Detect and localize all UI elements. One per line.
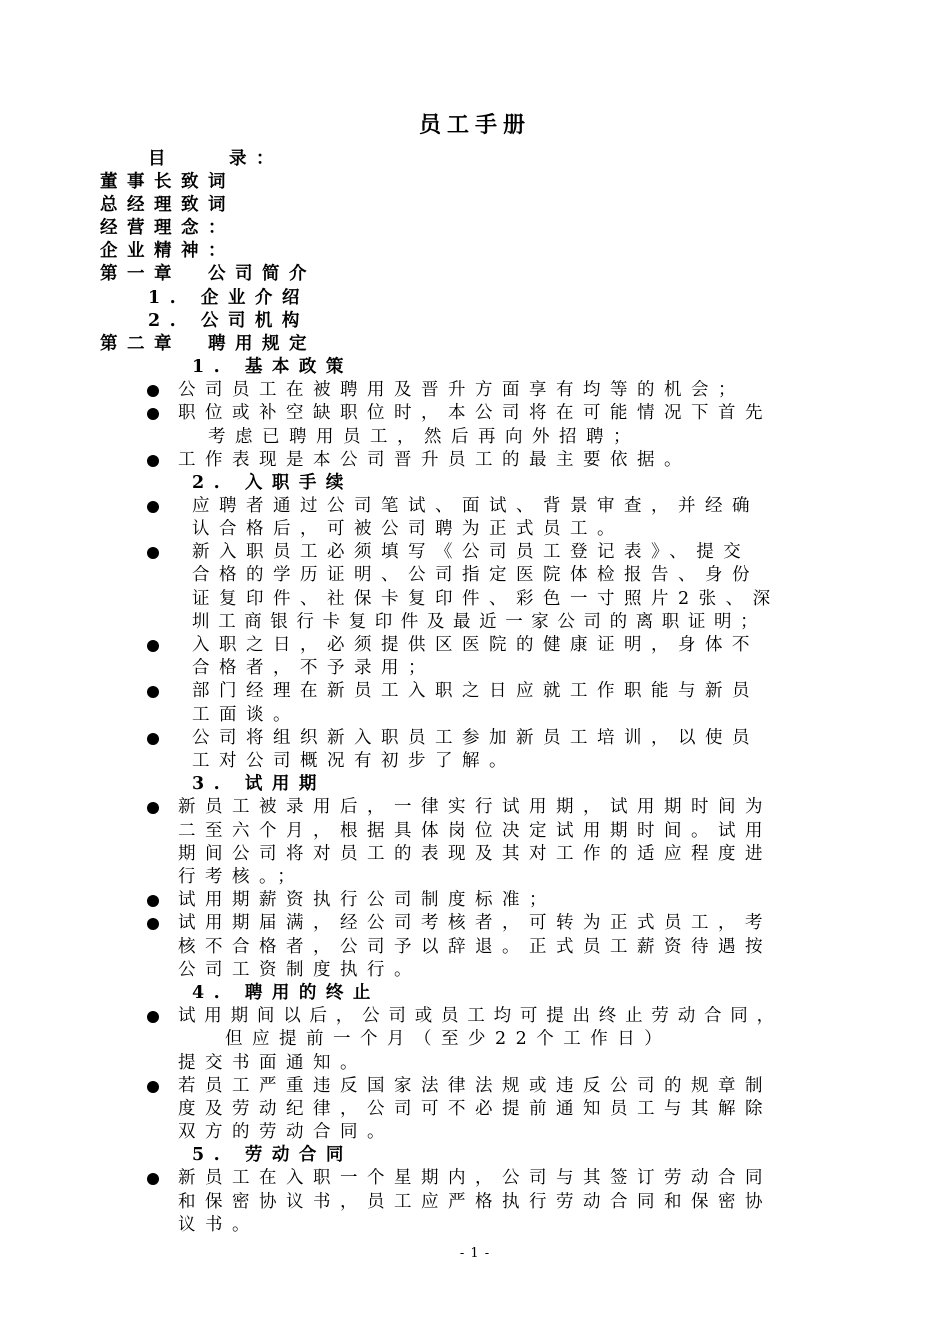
section-3-item-1-line-4: 行考核。； (178, 867, 305, 887)
toc-item-gm: 总经理致词 (100, 195, 235, 215)
section-1-heading: 1. 基本政策 (192, 357, 353, 377)
section-2-item-1-line-1: 应聘者通过公司笔试、面试、背景审查，并经确 (192, 496, 759, 516)
section-4-heading: 4. 聘用的终止 (192, 983, 380, 1003)
toc-item-philosophy: 经营理念： (100, 218, 235, 238)
bullet-icon (147, 455, 159, 467)
section-4-item-1-line-1: 试用期间以后，公司或员工均可提出终止劳动合同， (178, 1006, 783, 1026)
section-1-item-3-line-1: 工作表现是本公司晋升员工的最主要依据。 (178, 450, 691, 470)
bullet-icon (147, 640, 159, 652)
document-title: 员工手册 (418, 112, 531, 138)
section-4-item-2-line-3: 双方的劳动合同。 (178, 1122, 394, 1142)
section-4-item-1-line-2: 但应提前一个月（至少22个工作日） (225, 1029, 672, 1049)
section-2-item-2-line-4: 圳工商银行卡复印件及最近一家公司的离职证明； (192, 612, 767, 632)
bullet-icon (147, 1011, 159, 1023)
section-2-item-2-line-2: 合格的学历证明、公司指定医院体检报告、身份 (192, 565, 759, 585)
toc-item-spirit: 企业精神： (100, 241, 235, 261)
bullet-icon (147, 733, 159, 745)
section-5-item-1-line-2: 和保密协议书，员工应严格执行劳动合同和保密协 (178, 1192, 772, 1212)
section-2-item-5-line-2: 工对公司概况有初步了解。 (192, 751, 516, 771)
section-2-item-1-line-2: 认合格后，可被公司聘为正式员工。 (192, 519, 624, 539)
section-3-item-1-line-2: 二至六个月，根据具体岗位决定试用期时间。试用 (178, 821, 772, 841)
section-5-item-1-line-1: 新员工在入职一个星期内，公司与其签订劳动合同 (178, 1168, 772, 1188)
section-2-item-5-line-1: 公司将组织新入职员工参加新员工培训，以使员 (192, 728, 759, 748)
section-3-item-3-line-1: 试用期届满，经公司考核者，可转为正式员工，考 (178, 913, 772, 933)
section-2-item-4-line-1: 部门经理在新员工入职之日应就工作职能与新员 (192, 681, 759, 701)
bullet-icon (147, 385, 159, 397)
section-4-item-2-line-1: 若员工严重违反国家法律法规或违反公司的规章制 (178, 1076, 772, 1096)
bullet-icon (147, 918, 159, 930)
section-2-item-3-line-2: 合格者，不予录用； (192, 658, 435, 678)
section-2-item-2-line-1: 新入职员工必须填写《公司员工登记表》、提交 (192, 542, 751, 562)
page-number: - 1 - (459, 1246, 491, 1261)
chapter-1-heading: 第一章 公司简介 (100, 264, 316, 284)
section-2-item-2-line-3: 证复印件、社保卡复印件、彩色一寸照片2张、深 (192, 589, 780, 609)
section-3-item-1-line-1: 新员工被录用后，一律实行试用期，试用期时间为 (178, 797, 772, 817)
bullet-icon (147, 547, 159, 559)
section-3-item-1-line-3: 期间公司将对员工的表现及其对工作的适应程度进 (178, 844, 772, 864)
section-2-item-3-line-1: 入职之日，必须提供区医院的健康证明，身体不 (192, 635, 759, 655)
section-1-item-2-line-1: 职位或补空缺职位时，本公司将在可能情况下首先 (178, 403, 772, 423)
section-5-item-1-line-3: 议书。 (178, 1215, 259, 1235)
chapter-1-sub-2: 2. 公司机构 (148, 311, 309, 331)
section-3-heading: 3. 试用期 (192, 774, 326, 794)
chapter-2-heading: 第二章 聘用规定 (100, 334, 316, 354)
chapter-1-sub-1: 1. 企业介绍 (148, 288, 309, 308)
bullet-icon (147, 802, 159, 814)
section-2-item-4-line-2: 工面谈。 (192, 705, 300, 725)
section-4-item-1-line-3: 提交书面通知。 (178, 1053, 367, 1073)
section-3-item-3-line-3: 公司工资制度执行。 (178, 960, 421, 980)
section-3-item-2-line-1: 试用期薪资执行公司制度标准； (178, 890, 556, 910)
bullet-icon (147, 1173, 159, 1185)
bullet-icon (147, 501, 159, 513)
bullet-icon (147, 408, 159, 420)
section-4-item-2-line-2: 度及劳动纪律，公司可不必提前通知员工与其解除 (178, 1099, 772, 1119)
section-1-item-2-line-2: 考虑已聘用员工，然后再向外招聘； (208, 427, 640, 447)
bullet-icon (147, 1081, 159, 1093)
bullet-icon (147, 895, 159, 907)
section-3-item-3-line-2: 核不合格者，公司予以辞退。正式员工薪资待遇按 (178, 937, 772, 957)
toc-heading: 目 录： (148, 149, 283, 169)
bullet-icon (147, 686, 159, 698)
section-1-item-1-line-1: 公司员工在被聘用及晋升方面享有均等的机会； (178, 380, 745, 400)
section-2-heading: 2. 入职手续 (192, 473, 353, 493)
section-5-heading: 5. 劳动合同 (192, 1145, 353, 1165)
toc-item-chairman: 董事长致词 (100, 172, 235, 192)
